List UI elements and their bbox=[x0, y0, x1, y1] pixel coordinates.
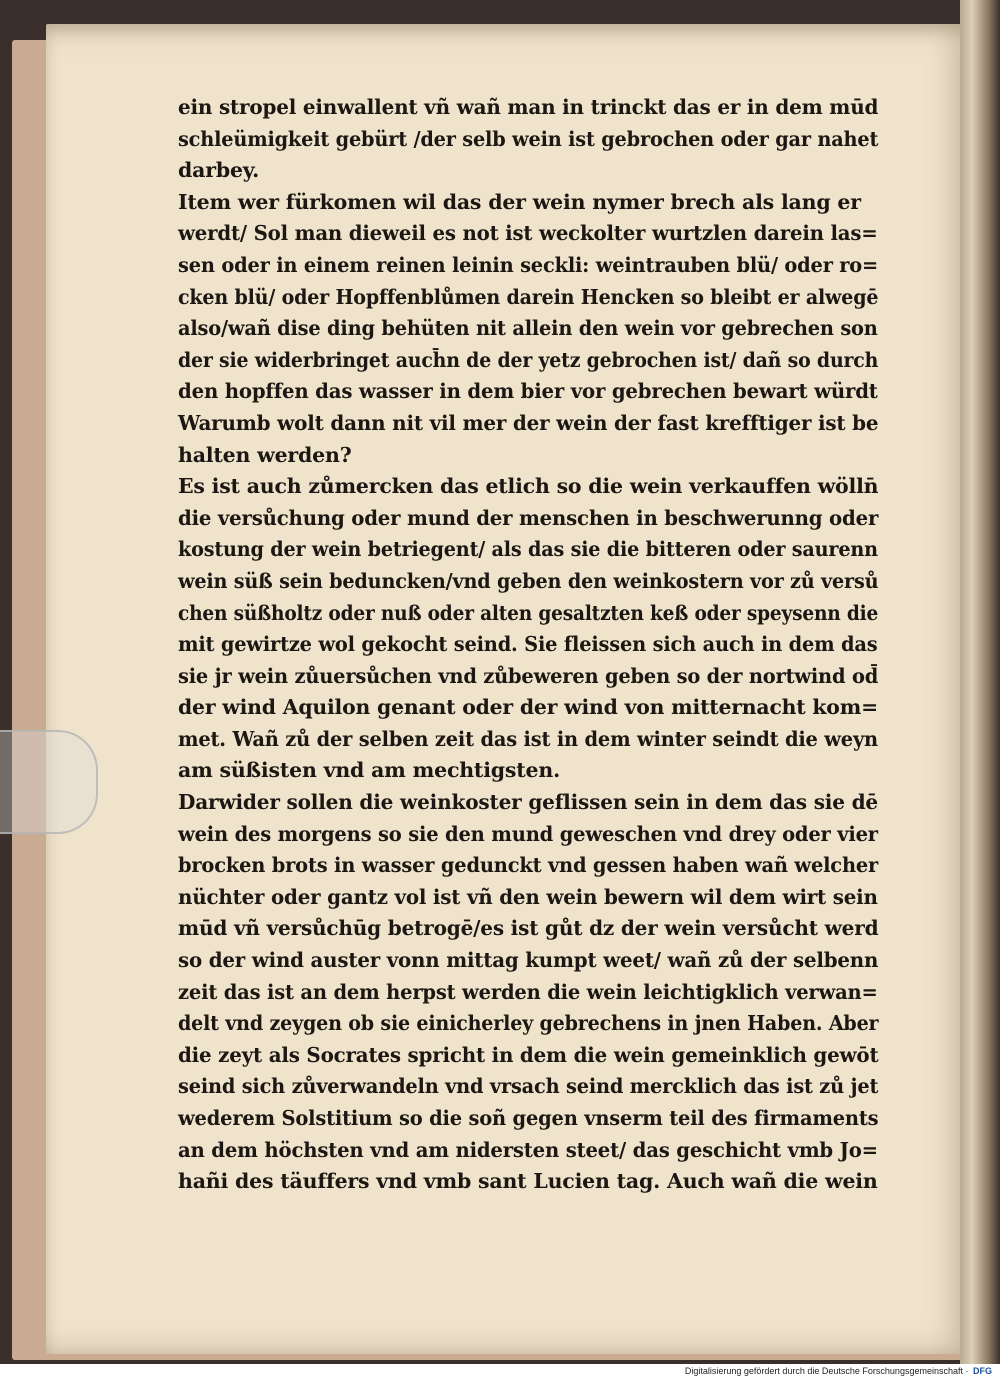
text-line: also/wañ dise ding behüten nit allein den wein vor gebrechen son bbox=[178, 316, 878, 341]
text-line: wein süß sein beduncken/vnd geben den weinkostern vor zů versů bbox=[178, 568, 879, 593]
text-line: die zeyt als Socrates spricht in dem die wein gemeinklich gewōt bbox=[178, 1042, 879, 1067]
text-line: halten werden? bbox=[178, 442, 352, 467]
text-line: cken blü/ oder Hopffenblůmen darein Hencken so bleibt er alwegē bbox=[178, 284, 879, 309]
text-line: chen süßholtz oder nuß oder alten gesaltzten keß oder speysenn die bbox=[178, 600, 879, 625]
text-line: kostung der wein betriegent/ als das sie die bitteren oder saurenn bbox=[178, 537, 878, 562]
text-line: darbey. bbox=[178, 158, 260, 183]
text-line: der wind Aquilon genant oder der wind von mitternacht kom= bbox=[178, 695, 878, 720]
text-line: Warumb wolt dann nit vil mer der wein der fast krefftiger ist be bbox=[178, 410, 879, 435]
footer-credit bbox=[685, 1364, 992, 1378]
text-line: die versůchung oder mund der menschen in beschwerunng oder bbox=[178, 505, 879, 530]
text-line: Es ist auch zůmercken das etlich so die wein verkauffen wölln̄ bbox=[178, 474, 879, 499]
text-line: met. Wañ zů der selben zeit das ist in dem winter seindt die weyn bbox=[178, 726, 878, 751]
text-line: so der wind auster vonn mittag kumpt weet/ wañ zů der selbenn bbox=[178, 948, 879, 973]
text-line: mit gewirtze wol gekocht seind. Sie fleissen sich auch in dem das bbox=[178, 632, 878, 657]
text-line: brocken brots in wasser gedunckt vnd gessen haben wañ welcher bbox=[178, 853, 879, 878]
text-line: schleümigkeit gebürt /der selb wein ist gebrochen oder gar nahet bbox=[178, 126, 879, 151]
page-clip bbox=[0, 730, 98, 834]
text-line: ein stropel einwallent vñ wañ man in trinckt das er in dem mūd bbox=[178, 95, 879, 119]
text-line: Darwider sollen die weinkoster geflissen sein in dem das sie dē bbox=[178, 790, 879, 815]
footer-credit-text: Digitalisierung gefördert durch die Deutsche Forschungsgemeinschaft · bbox=[684, 1366, 969, 1376]
text-line: an dem höchsten vnd am nidersten steet/ das geschicht vmb Jo= bbox=[178, 1137, 878, 1162]
text-line: Item wer fürkomen wil das der wein nymer brech als lang er bbox=[178, 189, 861, 214]
page-text bbox=[178, 92, 878, 1198]
text-line: am süßisten vnd am mechtigsten. bbox=[178, 758, 561, 783]
text-line: sen oder in einem reinen leinin seckli: weintrauben blü/ oder ro= bbox=[178, 252, 879, 277]
text-line: werdt/ Sol man dieweil es not ist weckolter wurtzlen darein las= bbox=[178, 221, 878, 246]
text-line: mūd vñ versůchūg betrogē/es ist gůt dz der wein versůcht werd bbox=[178, 916, 879, 941]
text-line: seind sich zůverwandeln vnd vrsach seind mercklich das ist zů jet bbox=[178, 1074, 879, 1099]
text-line: zeit das ist an dem herpst werden die wein leichtigklich verwan= bbox=[178, 979, 878, 1004]
text-line: nüchter oder gantz vol ist vñ den wein bewern wil dem wirt sein bbox=[178, 884, 878, 909]
text-line: wederem Solstitium so die soñ gegen vnserm teil des firmaments bbox=[178, 1106, 879, 1130]
text-line: delt vnd zeygen ob sie einicherley gebrechens in jnen Haben. Aber bbox=[178, 1011, 879, 1036]
text-line: hañi des täuffers vnd vmb sant Lucien tag. Auch wañ die wein bbox=[178, 1169, 878, 1194]
text-line: wein des morgens so sie den mund geweschen vnd drey oder vier bbox=[178, 821, 878, 846]
text-line: den hopffen das wasser in dem bier vor gebrechen bewart würdt bbox=[178, 379, 878, 404]
dfg-logo: DFG bbox=[973, 1366, 992, 1376]
text-line: sie jr wein zůuersůchen vnd zůbeweren geben so der nortwind od̄ bbox=[178, 663, 879, 688]
book-spine bbox=[960, 0, 1000, 1364]
text-line: der sie widerbringet auch̄n de der yetz gebrochen ist/ dañ so durch bbox=[178, 347, 879, 372]
